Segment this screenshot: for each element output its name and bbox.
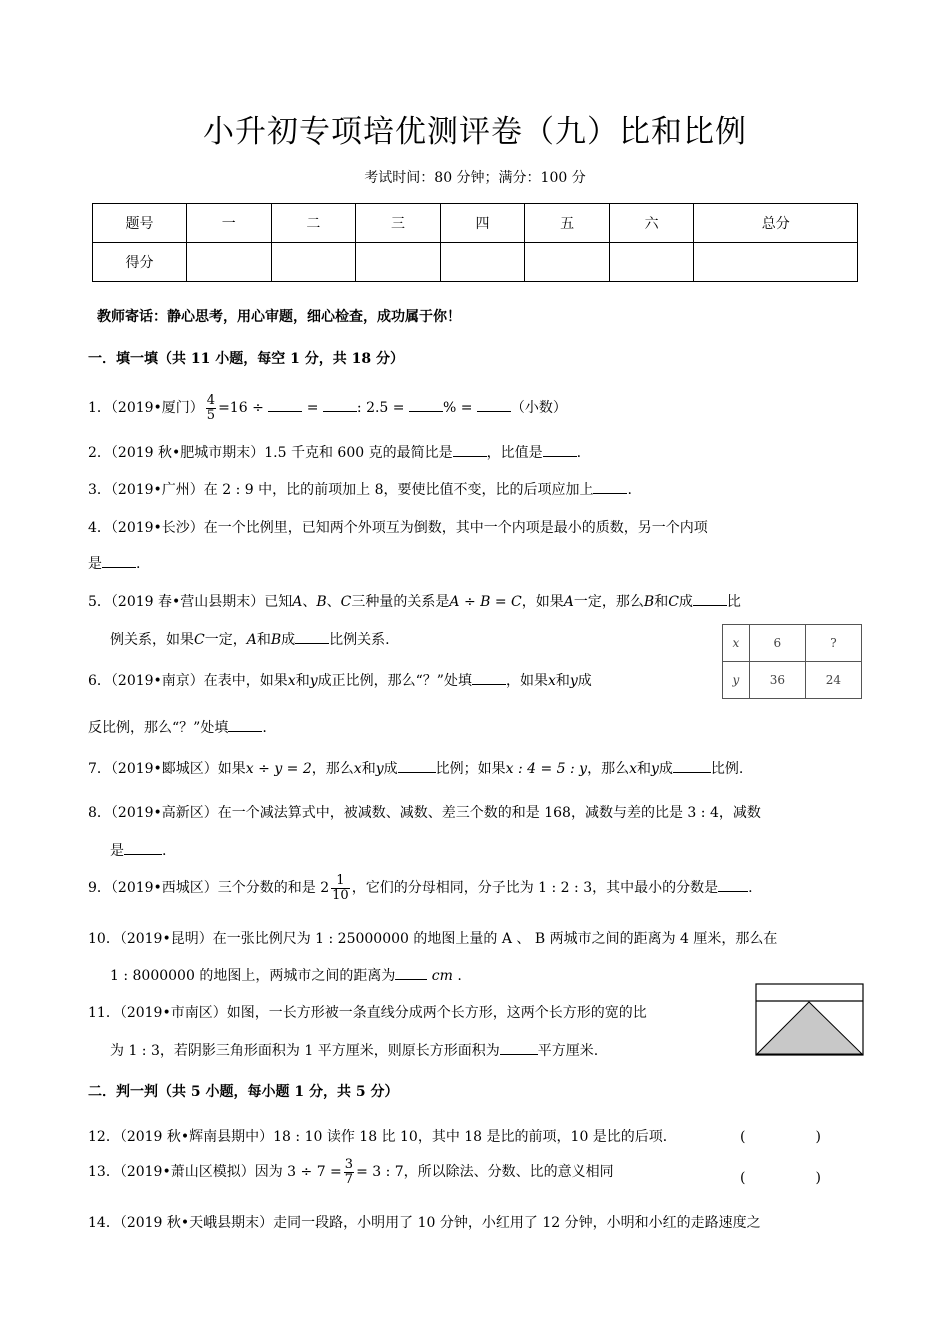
- question-6-cont: 反比例，那么“？”处填 .: [88, 717, 267, 737]
- score-header-cell: 三: [356, 204, 441, 243]
- score-cell: [609, 243, 694, 282]
- question-10: 10．（2019•昆明）在一张比例尺为 1 : 25000000 的地图上量的 A 、 B 两城市之间的距离为 4 厘米，那么在: [88, 931, 778, 947]
- question-9: 9．（2019•西城区）三个分数的和是 2 $\frac{1}{10}$ ，它们的分母相同，分子比为 1 : 2 : 3，其中最小的分数是 .: [88, 873, 753, 903]
- section-1-heading: 一．填一填（共 11 小题，每空 1 分，共 18 分）: [88, 351, 404, 367]
- page-title: 小升初专项培优测评卷（九）比和比例: [203, 114, 747, 150]
- answer-blank: [453, 442, 487, 457]
- score-row-label: 得分: [93, 243, 187, 282]
- question-10-cont: 1 : 8000000 的地图上，两城市之间的距离为 cm .: [110, 965, 462, 985]
- xy-table: [722, 624, 862, 699]
- question-12: 12．（2019 秋•辉南县期中）18 : 10 读作 18 比 10，其中 18 是比的前项，10 是比的后项．: [88, 1129, 677, 1145]
- answer-blank: [543, 442, 577, 457]
- rectangle-figure: [755, 983, 865, 1057]
- question-2: 2．（2019 秋•肥城市期末）1.5 千克和 600 克的最简比是 ，比值是 .: [88, 442, 581, 462]
- fraction-1-10: $\frac{1}{10}$: [332, 873, 349, 903]
- answer-blank: [124, 840, 162, 855]
- answer-parentheses: ( ): [740, 1170, 821, 1186]
- xy-cell: ?: [805, 625, 861, 662]
- xy-cell: 36: [749, 662, 805, 699]
- question-4-cont: 是 .: [88, 553, 140, 573]
- score-table-header-row: [93, 204, 858, 243]
- answer-blank: [718, 877, 748, 892]
- answer-blank: [593, 479, 627, 494]
- answer-blank: [102, 553, 136, 568]
- question-11-cont: 为 1 : 3，若阴影三角形面积为 1 平方厘米，则原长方形面积为 平方厘米.: [110, 1040, 598, 1060]
- question-11: 11．（2019•市南区）如图，一长方形被一条直线分成两个长方形，这两个长方形的宽的比: [88, 1005, 647, 1021]
- teacher-note: 教师寄话：静心思考，用心审题，细心检查，成功属于你！: [97, 309, 461, 325]
- score-cell: [271, 243, 356, 282]
- score-header-cell: 六: [609, 204, 694, 243]
- answer-blank: [228, 717, 262, 732]
- question-14: 14．（2019 秋•天峨县期末）走同一段路，小明用了 10 分钟，小红用了 12 分钟，小明和小红的走路速度之: [88, 1215, 761, 1231]
- answer-blank: [398, 758, 436, 773]
- xy-cell: 6: [749, 625, 805, 662]
- score-table-score-row: [93, 243, 858, 282]
- question-5-cont: 例关系，如果C一定，A和B成 比例关系.: [110, 629, 390, 649]
- score-cell: [356, 243, 441, 282]
- answer-blank: [268, 397, 302, 412]
- fraction-3-7: $\frac{3}{7}$: [344, 1157, 354, 1187]
- score-cell: [525, 243, 610, 282]
- xy-cell: x: [723, 625, 750, 662]
- xy-cell: 24: [805, 662, 861, 699]
- answer-blank: [409, 397, 443, 412]
- score-table: [92, 203, 858, 282]
- question-7: 7．（2019•郾城区）如果x ÷ y = 2，那么x和y成 比例；如果x : 4 = 5 : y，那么x和y成 比例.: [88, 758, 743, 778]
- question-8: 8．（2019•高新区）在一个减法算式中，被减数、减数、差三个数的和是 168，减数与差的比是 3 : 4，减数: [88, 805, 761, 821]
- score-header-cell: 二: [271, 204, 356, 243]
- question-8-cont: 是 .: [110, 840, 166, 860]
- fraction-4-5: $\frac{4}{5}$: [206, 393, 216, 423]
- answer-blank: [395, 965, 427, 980]
- answer-blank: [693, 591, 727, 606]
- question-4: 4．（2019•长沙）在一个比例里，已知两个外项互为倒数，其中一个内项是最小的质数，另一个内项: [88, 520, 708, 536]
- answer-blank: [295, 629, 329, 644]
- answer-blank: [323, 397, 357, 412]
- score-header-cell: 四: [440, 204, 525, 243]
- answer-blank: [673, 758, 711, 773]
- question-1: 1．（2019•厦门） $\frac{4}{5}$ =16 ÷ = : 2.5 = % = （小数）: [88, 393, 567, 423]
- xy-cell: y: [723, 662, 750, 699]
- score-header-cell: 题号: [93, 204, 187, 243]
- question-5: 5．（2019 春•营山县期末）已知A、B、C三种量的关系是A ÷ B = C，如果A一定，那么B和C成 比: [88, 591, 741, 611]
- score-cell: [440, 243, 525, 282]
- answer-parentheses: ( ): [740, 1129, 821, 1145]
- answer-blank: [500, 1040, 538, 1055]
- section-2-heading: 二．判一判（共 5 小题，每小题 1 分，共 5 分）: [88, 1084, 399, 1100]
- score-header-cell: 一: [187, 204, 272, 243]
- score-header-cell: 总分: [694, 204, 858, 243]
- score-cell: [694, 243, 858, 282]
- exam-info: 考试时间：80 分钟；满分：100 分: [364, 170, 586, 186]
- answer-blank: [472, 670, 506, 685]
- question-13: 13．（2019•萧山区模拟）因为 3 ÷ 7 = $\frac{3}{7}$ = 3 : 7，所以除法、分数、比的意义相同: [88, 1157, 614, 1187]
- question-3: 3．（2019•广州）在 2 : 9 中，比的前项加上 8，要使比值不变，比的后项应加上 .: [88, 479, 632, 499]
- answer-blank: [477, 397, 511, 412]
- question-6: 6．（2019•南京）在表中，如果x和y成正比例，那么“？”处填 ，如果x和y成: [88, 670, 592, 690]
- score-cell: [187, 243, 272, 282]
- score-header-cell: 五: [525, 204, 610, 243]
